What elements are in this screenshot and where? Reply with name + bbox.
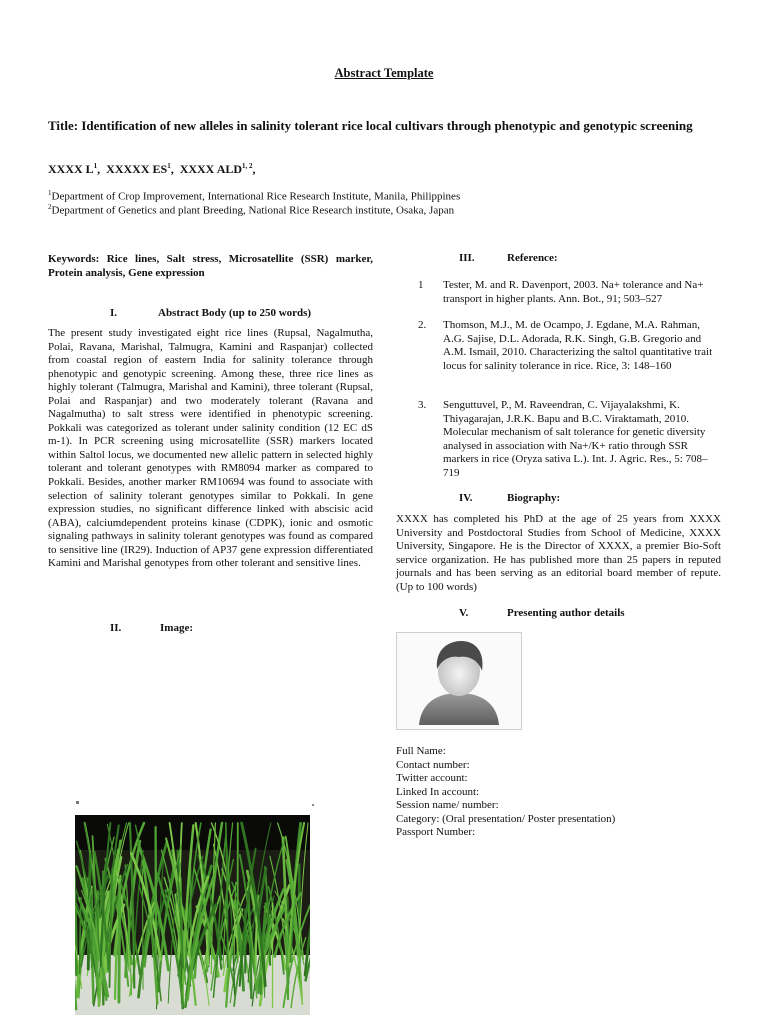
affiliation-sup: 2 xyxy=(48,203,52,211)
keywords: Keywords: Rice lines, Salt stress, Microsatellite (SSR) marker, Protein analysis, Gene expression xyxy=(48,253,373,279)
affiliation xyxy=(48,200,454,218)
affiliation-text: Department of Genetics and plant Breeding, National Rice Research institute, Osaka, Japan xyxy=(51,204,455,217)
detail-session: Session name/ number: xyxy=(396,799,499,811)
paper-title: Title: Identification of new alleles in salinity tolerant rice local cultivars through phenotypic and genotypic screening xyxy=(48,118,693,133)
author-sup: 1 xyxy=(93,162,98,170)
detail-twitter: Twitter account: xyxy=(396,772,468,784)
section-number: V. xyxy=(459,607,469,619)
author-name: XXXXX ES xyxy=(106,162,168,176)
grass-blade xyxy=(119,884,120,1002)
section-label: Image: xyxy=(160,622,193,634)
author-name: XXXX L xyxy=(48,162,94,176)
reference-number: 2. xyxy=(418,319,427,331)
section-number: II. xyxy=(110,622,122,634)
image-crop-mark xyxy=(76,801,79,804)
detail-linkedin: Linked In account: xyxy=(396,785,480,798)
reference-number: 1 xyxy=(418,279,424,291)
author-sup: 1 xyxy=(167,162,171,170)
biography-text: XXXX has completed his PhD at the age of 25 years from XXXX University and Postdoctoral Studies from School of Medicine, XXXX University, Singapore. He is the Director of XXXX, a premier Bio-Soft service organization. He has published more than 25 papers in reputed journals and has been serving as an editorial board member of repute. (Up to 100 words) xyxy=(396,513,721,593)
detail-category: Category: (Oral presentation/ Poster presentation) xyxy=(396,812,616,825)
section-label: Reference: xyxy=(507,252,558,264)
affiliation-sup: 1 xyxy=(48,189,52,197)
affiliation-text: Department of Crop Improvement, International Rice Research Institute, Manila, Philippines xyxy=(51,190,461,203)
section-number: I. xyxy=(110,307,118,319)
reference-text: Tester, M. and R. Davenport, 2003. Na+ tolerance and Na+ transport in higher plants. Ann. Bot., 91; 503–527 xyxy=(443,279,704,305)
section-presenting-heading xyxy=(459,607,689,621)
rice-seedlings-image xyxy=(75,815,310,1015)
detail-full-name: Full Name: xyxy=(396,745,446,757)
section-image-heading xyxy=(110,622,310,636)
section-number: III. xyxy=(459,252,475,264)
section-reference-heading xyxy=(459,252,619,266)
section-number: IV. xyxy=(459,492,473,504)
author-list: XXXX $L^1$, XXXXX $ES^1$, XXXX ALD$^{1, 2}$, xyxy=(48,162,256,176)
section-biography-heading xyxy=(459,492,619,506)
detail-passport: Passport Number: xyxy=(396,826,476,838)
author-sup: 1, 2 xyxy=(242,162,253,170)
section-abstract-heading xyxy=(110,307,370,321)
section-label: Biography: xyxy=(507,492,561,504)
reference-text: Thomson, M.J., M. de Ocampo, J. Egdane, M.A. Rahman, A.G. Sajise, D.L. Adorada, R.K. Singh, G.B. Gregorio and A.M. Ismail, 2010. Characterizing the saltol quantitative trait locus for salinity tolerance in rice. Rice, 3: 148–160 xyxy=(443,319,713,372)
abstract-body: The present study investigated eight rice lines (Rupsal, Nagalmutha, Polai, Ravana, Marishal, Talmugra, Kamini and Raspanjar) collected from coastal region of eastern India for salinity tolerance through phenotypic and genotypic screening. Among these, three rice lines as highly tolerant (Talmugra, Marishal and Kamini), three tolerant (Rupsal, Polai and Raspanjar) and two moderately tolerant (Ravana and Nagalmutha) to salt stress were identified in phenotypic screening. Pokkali was categorized as tolerant under salinity condition (12 EC dS m-1). In PCR screening using microsatellite (SSR) markers located within Saltol locus, we documented new allelic pattern in selected highly tolerant and tolerant genotypes with RM8094 marker as compared to Pokkali. Besides, another marker RM10694 was found to associate with selection of salinity tolerant genotypes similar to Pokkali. In gene expression studies, no significant difference linked with abscisic acid (ABA), calciumdependent proteins kinase (CDPK), ionic and osmotic signaling pathways in salinity tolerant genotypes was found as compared to sensitive line (IR29). Induction of AP37 gene expression differentiated Kamini and Marishal genotypes from other tolerant and sensitive lines. xyxy=(48,327,373,570)
document-heading: Abstract Template xyxy=(334,66,434,80)
section-label: Presenting author details xyxy=(507,607,625,619)
section-label: Abstract Body (up to 250 words) xyxy=(158,307,312,319)
reference-text: Senguttuvel, P., M. Raveendran, C. Vijayalakshmi, K. Thiyagarajan, J.R.K. Bapu and B.C. Viraktamath, 2010. Molecular mechanism of salt tolerance for genetic diversity analysed in association with Na+/K+ ratio through SSR markers in rice (Oryza sativa L.). Int. J. Agric. Res., 5: 708–719 xyxy=(443,399,708,479)
image-crop-mark xyxy=(312,804,314,806)
author-name: XXXX ALD xyxy=(179,162,243,176)
author-details xyxy=(396,745,615,840)
person-avatar-icon xyxy=(396,632,522,730)
reference-number: 3. xyxy=(418,399,427,411)
detail-contact-number: Contact number: xyxy=(396,758,470,771)
